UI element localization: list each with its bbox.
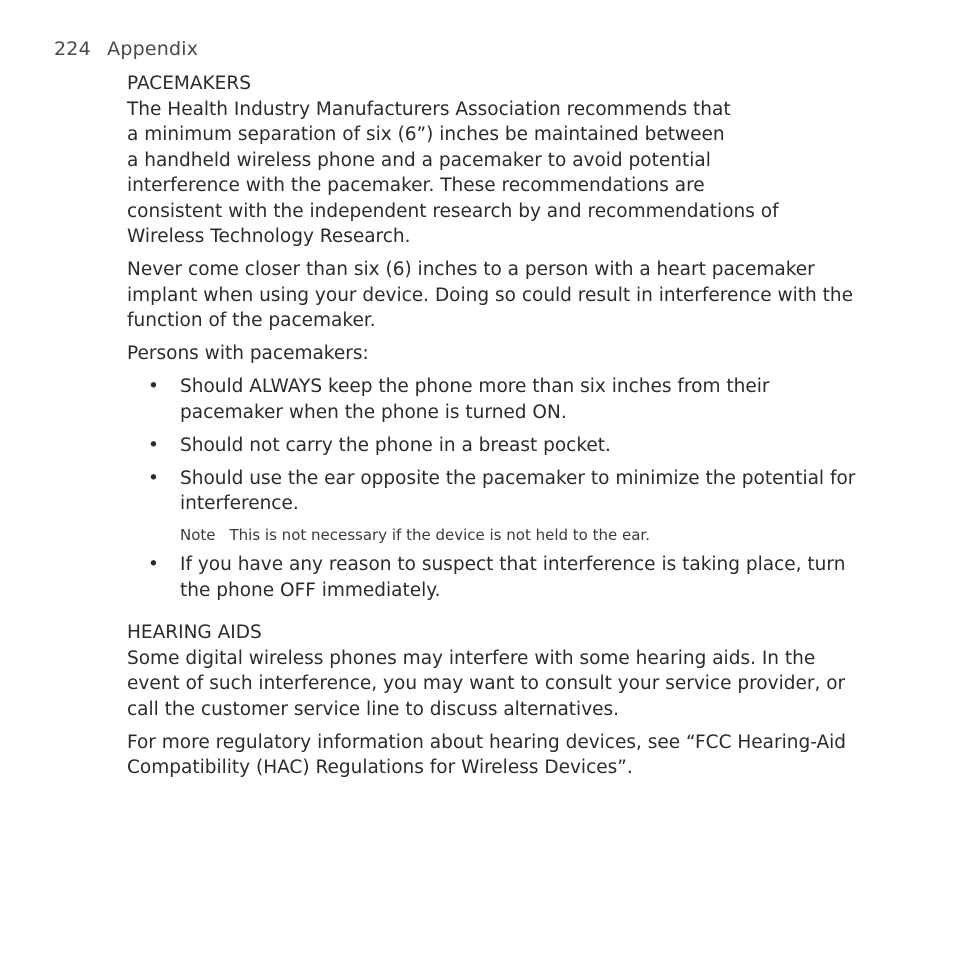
hearing-aids-paragraph-1: Some digital wireless phones may interfere with some hearing aids. In the event of such interference, you may want to consult your service provider, or call the customer service line to discuss alternatives. <box>127 647 846 720</box>
paragraph-line: interference with the pacemaker. These recommendations are <box>127 175 705 196</box>
pacemakers-heading: PACEMAKERS <box>127 73 251 94</box>
note-label: Note <box>180 525 216 544</box>
list-item-text: Should ALWAYS keep the phone more than six inches from their pacemaker when the phone is turned ON. <box>180 376 770 423</box>
list-item-text: Should use the ear opposite the pacemaker to minimize the potential for interference. <box>180 467 856 514</box>
bullet-icon: • <box>148 376 159 397</box>
pacemakers-paragraph-1 <box>127 97 867 250</box>
list-item <box>127 552 867 603</box>
paragraph-line: consistent with the independent research by and recommendations of <box>127 200 779 222</box>
page-content <box>127 71 867 788</box>
paragraph-line: Wireless Technology Research. <box>127 226 411 247</box>
note-text: This is not necessary if the device is not held to the ear. <box>229 525 650 544</box>
bullet-icon: • <box>148 434 159 456</box>
paragraph-line: The Health Industry Manufacturers Association recommends that <box>127 98 731 120</box>
chapter-title: Appendix <box>107 38 199 60</box>
pacemaker-guidelines-list <box>127 374 867 603</box>
pacemakers-section <box>127 71 867 603</box>
bullet-icon: • <box>148 554 159 575</box>
list-item <box>127 374 867 425</box>
note <box>180 525 867 545</box>
hearing-aids-heading: HEARING AIDS <box>127 622 262 643</box>
pacemakers-paragraph-2: Never come closer than six (6) inches to a person with a heart pacemaker implant when using your device. Doing so could result in interference with the function of the pacemaker. <box>127 259 854 331</box>
hearing-aids-section <box>127 620 867 781</box>
hearing-aids-paragraph-2: For more regulatory information about hearing devices, see “FCC Hearing-Aid Compatibility (HAC) Regulations for Wireless Devices”. <box>127 731 847 778</box>
list-item-text: If you have any reason to suspect that interference is taking place, turn the phone OFF immediately. <box>180 554 846 601</box>
paragraph-line: a minimum separation of six (6”) inches be maintained between <box>127 124 725 145</box>
list-item-text: Should not carry the phone in a breast pocket. <box>180 434 611 456</box>
paragraph-line: a handheld wireless phone and a pacemaker to avoid potential <box>127 149 711 171</box>
list-item <box>127 433 867 459</box>
list-item <box>127 466 867 545</box>
page-number: 224 <box>54 38 91 60</box>
bullet-icon: • <box>148 467 159 489</box>
page-header <box>54 38 198 60</box>
pacemakers-paragraph-3: Persons with pacemakers: <box>127 343 369 364</box>
